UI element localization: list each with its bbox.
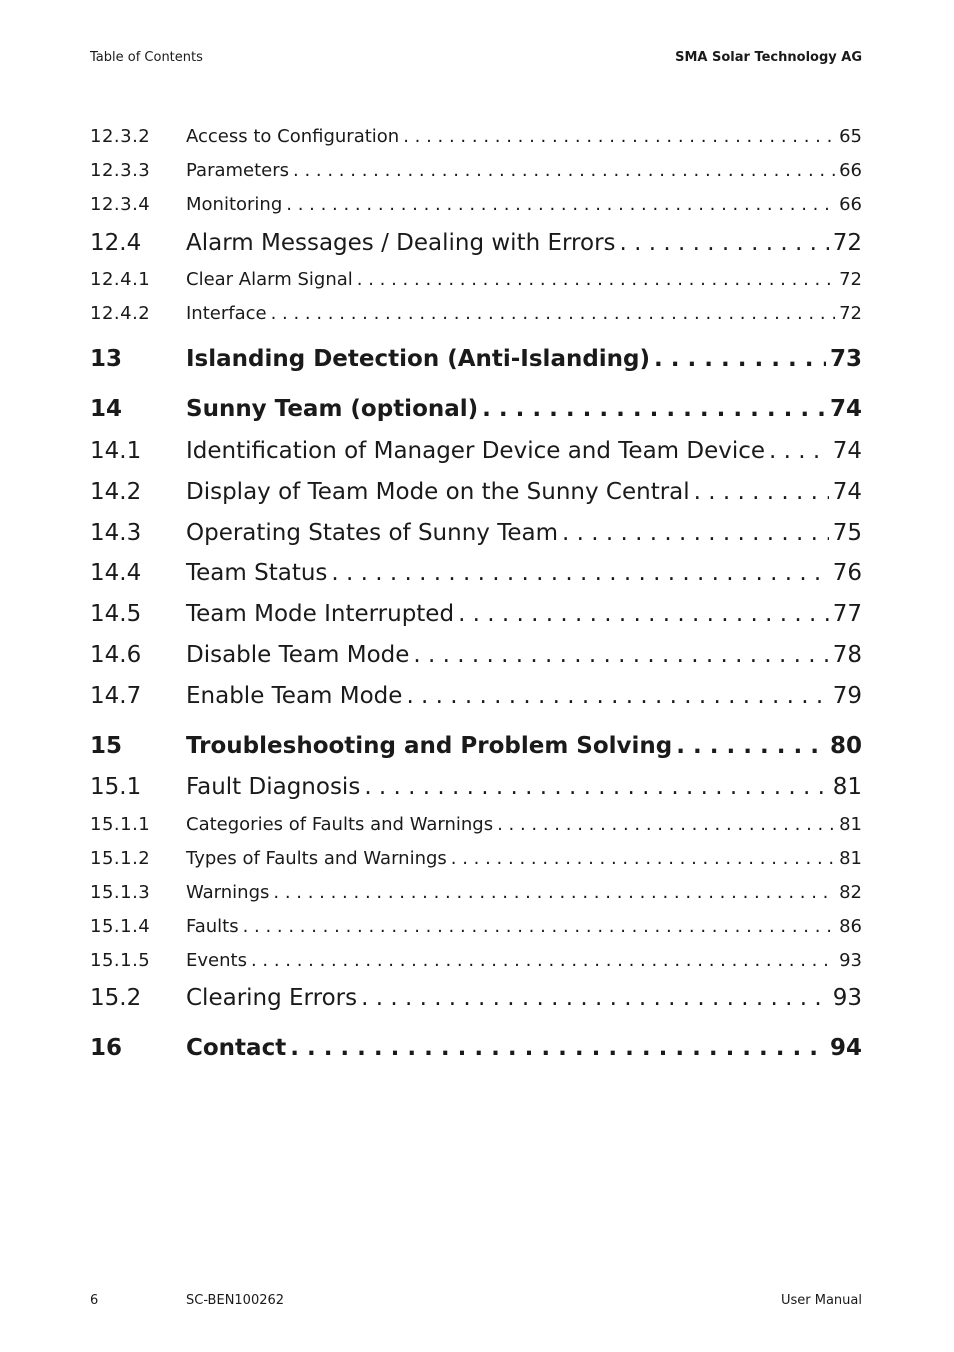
toc-entry-page: 81 xyxy=(839,848,862,869)
running-header-company: SMA Solar Technology AG xyxy=(675,50,862,65)
toc-entry-page: 76 xyxy=(832,560,862,586)
toc-entry-title: Events xyxy=(186,950,247,971)
toc-leader-dots xyxy=(251,950,835,971)
toc-entry-page: 74 xyxy=(832,438,862,464)
toc-leader-dots xyxy=(562,520,829,546)
toc-entry-page: 93 xyxy=(832,985,862,1011)
toc-entry-number: 14.6 xyxy=(90,642,142,668)
toc-leader-dots xyxy=(361,985,829,1011)
toc-leader-dots xyxy=(497,814,835,835)
toc-entry-number: 14.1 xyxy=(90,438,142,464)
toc-entry-page: 79 xyxy=(832,683,862,709)
toc-entry-page: 81 xyxy=(839,814,862,835)
toc-entry-number: 12.4 xyxy=(90,230,142,256)
toc-entry-page: 81 xyxy=(832,774,862,800)
toc-entry-page: 78 xyxy=(832,642,862,668)
toc-entry[interactable] xyxy=(90,346,862,372)
toc-entry[interactable] xyxy=(90,479,862,505)
toc-entry-page: 77 xyxy=(832,601,862,627)
toc-leader-dots xyxy=(458,601,829,627)
toc-entry-title: Operating States of Sunny Team xyxy=(186,520,558,546)
toc-entry-title: Disable Team Mode xyxy=(186,642,410,668)
toc-entry-number: 12.3.3 xyxy=(90,160,151,181)
toc-entry-title: Sunny Team (optional) xyxy=(186,396,479,422)
toc-leader-dots xyxy=(403,126,835,147)
toc-entry-title: Clear Alarm Signal xyxy=(186,269,353,290)
toc-entry[interactable] xyxy=(90,269,862,290)
toc-entry[interactable] xyxy=(90,882,862,903)
toc-entry[interactable] xyxy=(90,601,862,627)
toc-entry-number: 12.4.2 xyxy=(90,303,151,324)
toc-entry-number: 15.1.5 xyxy=(90,950,151,971)
toc-leader-dots xyxy=(331,560,828,586)
toc-entry[interactable] xyxy=(90,520,862,546)
toc-entry-title: Warnings xyxy=(186,882,270,903)
toc-leader-dots xyxy=(482,396,826,422)
toc-entry-number: 14.4 xyxy=(90,560,142,586)
toc-entry[interactable] xyxy=(90,950,862,971)
toc-entry-page: 93 xyxy=(839,950,862,971)
toc-entry-number: 12.3.2 xyxy=(90,126,151,147)
toc-leader-dots xyxy=(364,774,828,800)
toc-entry-title: Access to Configuration xyxy=(186,126,400,147)
toc-entry-page: 74 xyxy=(832,479,862,505)
toc-entry-number: 15.1.3 xyxy=(90,882,151,903)
running-header-section: Table of Contents xyxy=(90,50,203,65)
toc-entry[interactable] xyxy=(90,160,862,181)
toc-leader-dots xyxy=(357,269,835,290)
toc-leader-dots xyxy=(271,303,836,324)
toc-entry[interactable] xyxy=(90,396,862,422)
toc-entry-page: 72 xyxy=(832,230,862,256)
toc-entry-number: 15.2 xyxy=(90,985,142,1011)
toc-leader-dots xyxy=(654,346,826,372)
toc-entry-number: 12.4.1 xyxy=(90,269,151,290)
toc-leader-dots xyxy=(620,230,829,256)
toc-entry-title: Fault Diagnosis xyxy=(186,774,361,800)
toc-entry-title: Alarm Messages / Dealing with Errors xyxy=(186,230,616,256)
page-number: 6 xyxy=(90,1293,99,1308)
toc-entry[interactable] xyxy=(90,774,862,800)
toc-entry-title: Interface xyxy=(186,303,267,324)
toc-leader-dots xyxy=(290,1035,826,1061)
toc-entry-title: Team Mode Interrupted xyxy=(186,601,455,627)
toc-leader-dots xyxy=(286,194,835,215)
toc-entry[interactable] xyxy=(90,194,862,215)
toc-entry-page: 72 xyxy=(839,303,862,324)
toc-entry-page: 86 xyxy=(839,916,862,937)
toc-entry[interactable] xyxy=(90,733,862,759)
toc-entry-page: 74 xyxy=(829,396,862,422)
toc-entry-number: 15.1 xyxy=(90,774,142,800)
toc-entry-number: 15.1.2 xyxy=(90,848,151,869)
toc-entry-number: 12.3.4 xyxy=(90,194,151,215)
toc-entry-title: Parameters xyxy=(186,160,290,181)
toc-leader-dots xyxy=(413,642,828,668)
toc-entry-title: Team Status xyxy=(186,560,328,586)
toc-entry[interactable] xyxy=(90,916,862,937)
toc-entry-page: 75 xyxy=(832,520,862,546)
toc-leader-dots xyxy=(694,479,829,505)
toc-entry-title: Display of Team Mode on the Sunny Central xyxy=(186,479,690,505)
toc-entry[interactable] xyxy=(90,303,862,324)
toc-entry-title: Islanding Detection (Anti-Islanding) xyxy=(186,346,651,372)
toc-entry[interactable] xyxy=(90,1035,862,1061)
toc-entry-title: Troubleshooting and Problem Solving xyxy=(186,733,673,759)
toc-entry-title: Contact xyxy=(186,1035,287,1061)
toc-entry[interactable] xyxy=(90,848,862,869)
toc-entry-number: 14.3 xyxy=(90,520,142,546)
toc-entry-page: 65 xyxy=(839,126,862,147)
toc-entry-title: Enable Team Mode xyxy=(186,683,403,709)
toc-entry-page: 72 xyxy=(839,269,862,290)
toc-entry-number: 14.2 xyxy=(90,479,142,505)
toc-entry[interactable] xyxy=(90,683,862,709)
toc-entry-number: 15.1.1 xyxy=(90,814,151,835)
toc-leader-dots xyxy=(676,733,826,759)
document-type: User Manual xyxy=(780,1293,862,1308)
toc-leader-dots xyxy=(451,848,835,869)
toc-entry-title: Monitoring xyxy=(186,194,283,215)
toc-entry-number: 14 xyxy=(90,396,123,422)
toc-entry-title: Types of Faults and Warnings xyxy=(186,848,447,869)
toc-entry[interactable] xyxy=(90,126,862,147)
toc-entry-number: 13 xyxy=(90,346,123,372)
toc-entry-number: 14.5 xyxy=(90,601,142,627)
toc-entry[interactable] xyxy=(90,230,862,256)
toc-leader-dots xyxy=(243,916,836,937)
toc-entry[interactable] xyxy=(90,560,862,586)
toc-leader-dots xyxy=(273,882,835,903)
toc-entry[interactable] xyxy=(90,814,862,835)
toc-entry-page: 66 xyxy=(839,194,862,215)
toc-entry[interactable] xyxy=(90,642,862,668)
toc-entry-page: 94 xyxy=(829,1035,862,1061)
toc-leader-dots xyxy=(293,160,835,181)
toc-entry-number: 16 xyxy=(90,1035,123,1061)
toc-entry[interactable] xyxy=(90,985,862,1011)
toc-entry-page: 66 xyxy=(839,160,862,181)
toc-leader-dots xyxy=(769,438,829,464)
document-id: SC-BEN100262 xyxy=(186,1293,285,1308)
toc-entry[interactable] xyxy=(90,438,862,464)
toc-entry-title: Categories of Faults and Warnings xyxy=(186,814,494,835)
toc-entry-number: 15.1.4 xyxy=(90,916,151,937)
toc-leader-dots xyxy=(406,683,828,709)
toc-entry-number: 14.7 xyxy=(90,683,142,709)
toc-entry-title: Identification of Manager Device and Team Device xyxy=(186,438,766,464)
toc-entry-title: Faults xyxy=(186,916,239,937)
toc-entry-page: 73 xyxy=(829,346,862,372)
toc-entry-page: 82 xyxy=(839,882,862,903)
toc-entry-title: Clearing Errors xyxy=(186,985,358,1011)
toc-entry-page: 80 xyxy=(829,733,862,759)
toc-entry-number: 15 xyxy=(90,733,123,759)
